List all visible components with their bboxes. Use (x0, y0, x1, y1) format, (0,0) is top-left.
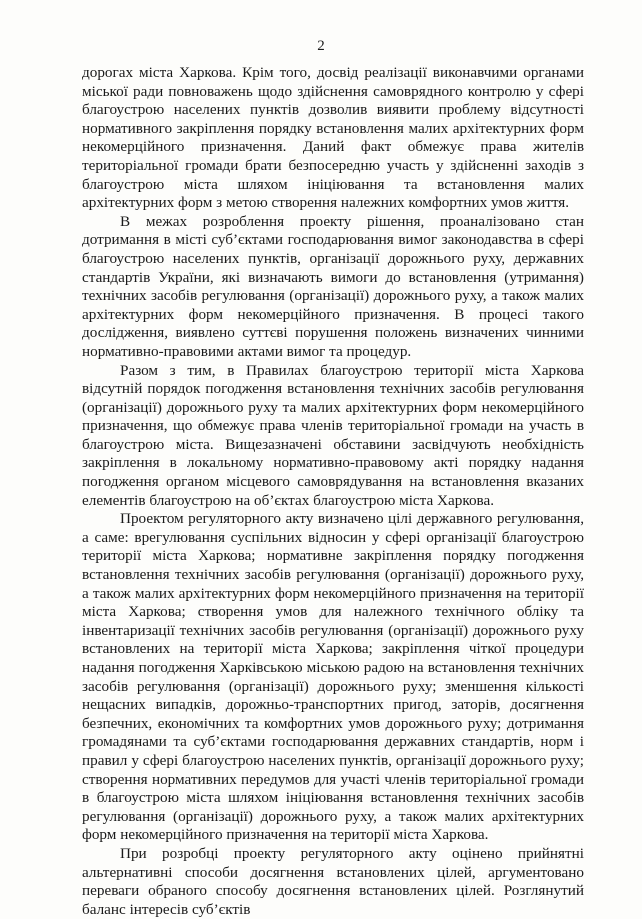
paragraph-3: Разом з тим, в Правилах благоустрою території міста Харкова відсутній порядок погодження встановлення технічних засобів регулювання (організації) дорожнього руху та малих архітектурних форм некомерційного призначення, що обмежує права членів територіальної громади на участь в благоустрою міста. Вищезазначені обставини засвідчують необхідність закріплення в локальному нормативно-правовому акті порядку надання погодження органом місцевого самоврядування на встановлення вказаних елементів благоустрою на об’єктах благоустрою міста Харкова. (82, 361, 584, 509)
page-number: 2 (317, 38, 325, 54)
paragraph-4: Проектом регуляторного акту визначено цілі державного регулювання, а саме: врегулювання суспільних відносин у сфері організації благоустрою території міста Харкова; нормативне закріплення порядку погодження встановлення технічних засобів регулювання (організації) дорожнього руху, а також малих архітектурних форм некомерційного призначення на території міста Харкова; створення умов для належного технічного обліку та інвентаризації технічних засобів регулювання (організації) дорожнього руху встановлених на території міста Харкова; закріплення чіткої процедури надання погодження Харківською міською радою на встановлення технічних засобів регулювання (організації) дорожнього руху; зменшення кількості нещасних випадків, дорожньо-транспортних пригод, заторів, досягнення безпечних, економічних та комфортних умов дорожнього руху; дотримання громадянами та суб’єктами господарювання державних стандартів, норм і правил у сфері благоустрою населених пунктів, організації дорожнього руху; створення нормативних передумов для участі членів територіальної громади в благоустрою міста шляхом ініціювання встановлення технічних засобів регулювання (організації) дорожнього руху, а також малих архітектурних форм некомерційного призначення на території міста Харкова. (82, 510, 584, 844)
paragraph-2: В межах розроблення проекту рішення, проаналізовано стан дотримання в місті суб’єктами господарювання вимог законодавства в сфері благоустрою населених пунктів, організації дорожнього руху, державних стандартів України, які визначають вимоги до встановлення (утримання) технічних засобів регулювання (організації) дорожнього руху, а також малих архітектурних форм некомерційного призначення. В процесі такого дослідження, виявлено суттєві порушення положень визначених чинними нормативно-правовими актами вимог та процедур. (82, 212, 584, 360)
paragraph-5: При розробці проекту регуляторного акту оцінено прийнятні альтернативні способи досягнення встановлених цілей, аргументовано переваги обраного способу досягнення встановлених цілей. Розглянутий баланс інтересів суб’єктів (82, 844, 584, 918)
paragraph-1: дорогах міста Харкова. Крім того, досвід реалізації виконавчими органами міської ради повноважень щодо здійснення самоврядного контролю у сфері благоустрою населених пунктів дозволив виявити проблему відсутності нормативного закріплення порядку встановлення малих архітектурних форм некомерційного призначення. Даний факт обмежує права жителів територіальної громади брати безпосередню участь у здійсненні заходів з благоустрою міста шляхом ініціювання та встановлення малих архітектурних форм з метою створення належних комфортних умов життя. (82, 64, 584, 212)
document-body (82, 64, 584, 919)
